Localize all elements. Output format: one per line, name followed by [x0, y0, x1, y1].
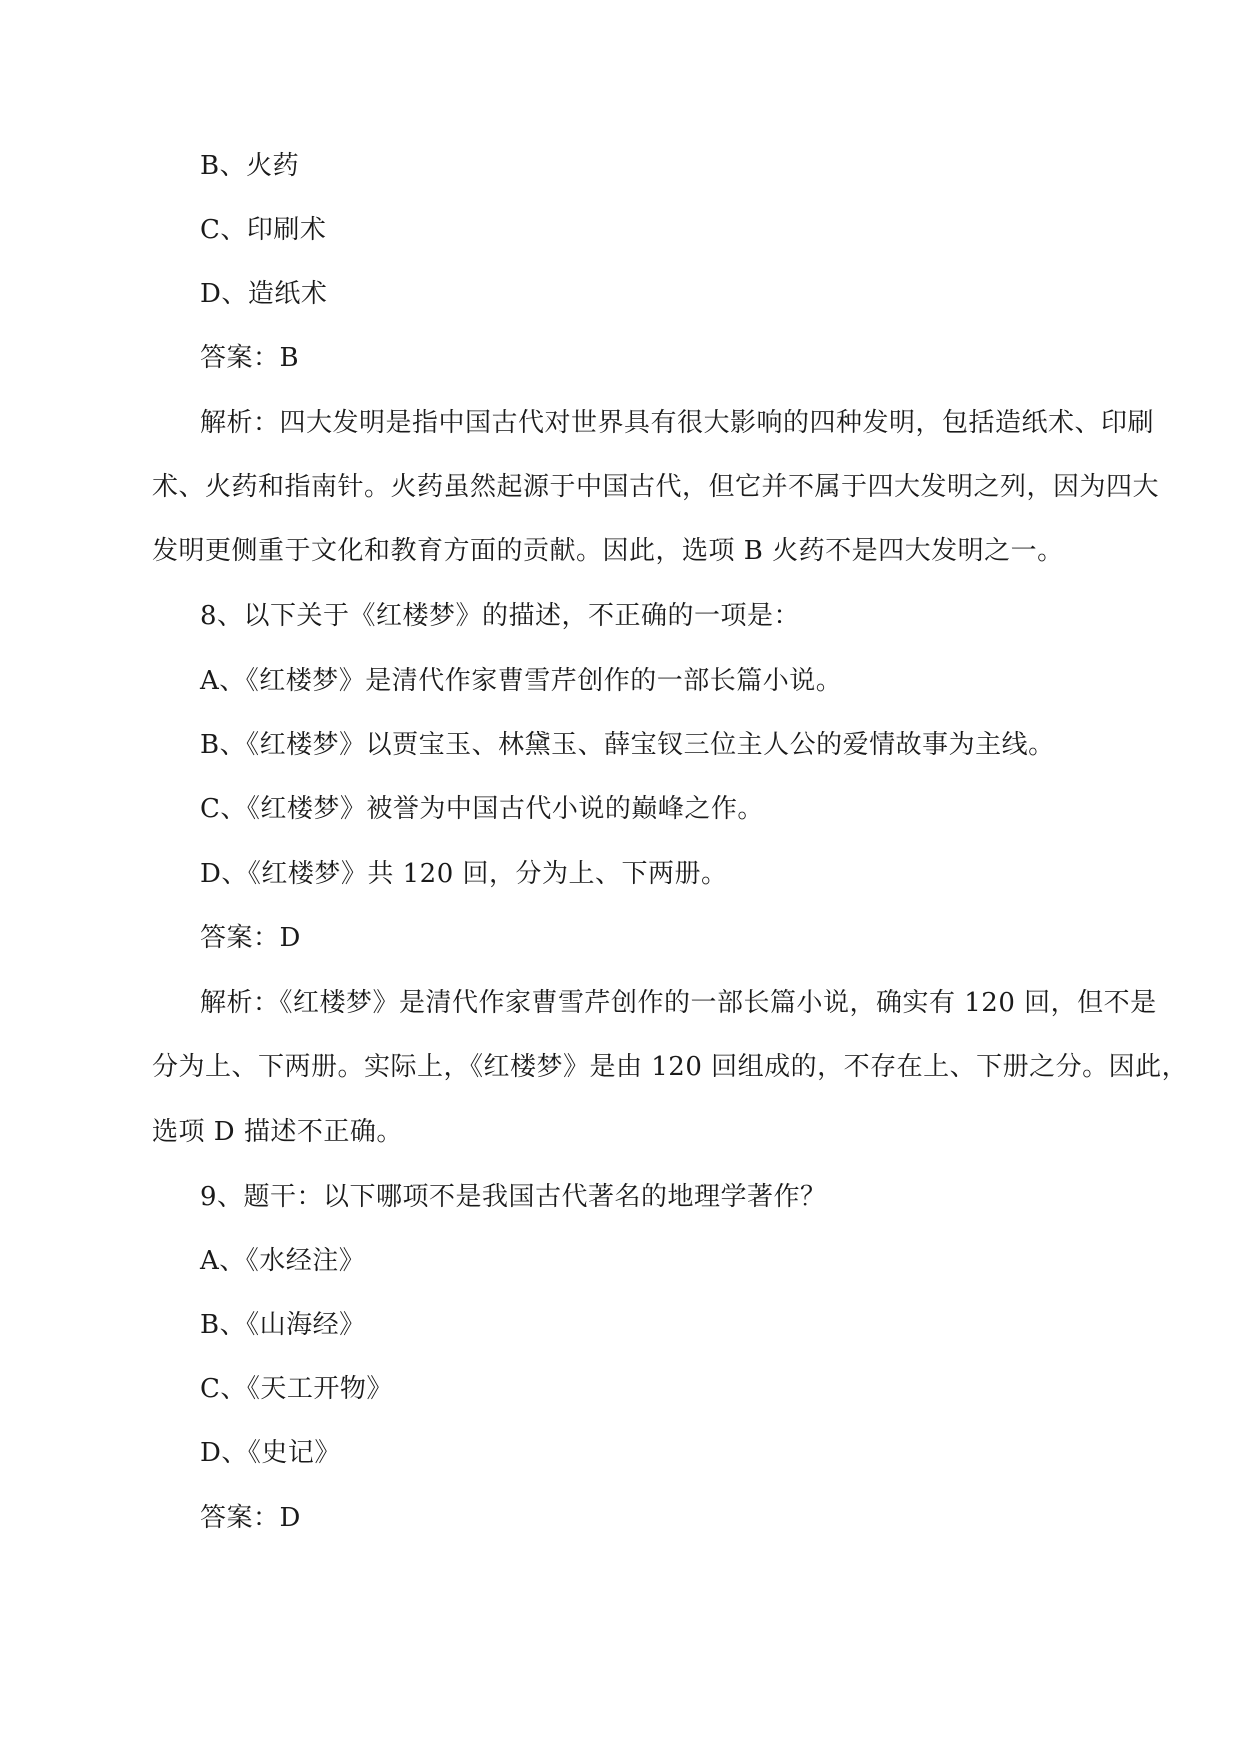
q9-option-d: D、《史记》 — [200, 1438, 341, 1468]
q7-option-d: D、造纸术 — [200, 279, 328, 309]
q9-answer: 答案：D — [200, 1503, 301, 1533]
q8-analysis-line-1: 解析：《红楼梦》是清代作家曹雪芹创作的一部长篇小说，确实有 120 回，但不是 — [200, 988, 1157, 1018]
q7-option-b: B、火药 — [200, 151, 300, 181]
q9-option-c: C、《天工开物》 — [200, 1374, 393, 1404]
q8-analysis-line-2: 分为上、下两册。实际上，《红楼梦》是由 120 回组成的，不存在上、下册之分。因此， — [152, 1052, 1189, 1082]
q8-option-c: C、《红楼梦》被誉为中国古代小说的巅峰之作。 — [200, 794, 764, 824]
q9-option-a: A、《水经注》 — [200, 1246, 366, 1276]
q7-option-c: C、印刷术 — [200, 215, 327, 245]
q8-option-b: B、《红楼梦》以贾宝玉、林黛玉、薛宝钗三位主人公的爱情故事为主线。 — [200, 730, 1055, 760]
q9-stem: 9、题干：以下哪项不是我国古代著名的地理学著作？ — [200, 1182, 827, 1212]
q8-analysis-line-3: 选项 D 描述不正确。 — [152, 1117, 403, 1147]
q7-analysis-line-3: 发明更侧重于文化和教育方面的贡献。因此，选项 B 火药不是四大发明之一。 — [152, 536, 1064, 566]
q8-stem: 8、以下关于《红楼梦》的描述，不正确的一项是： — [200, 601, 801, 631]
q8-option-a: A、《红楼梦》是清代作家曹雪芹创作的一部长篇小说。 — [200, 666, 843, 696]
q7-answer: 答案：B — [200, 343, 300, 373]
q8-answer: 答案：D — [200, 923, 301, 953]
q7-analysis-line-2: 术、火药和指南针。火药虽然起源于中国古代，但它并不属于四大发明之列，因为四大 — [152, 472, 1160, 502]
q7-analysis-line-1: 解析：四大发明是指中国古代对世界具有很大影响的四种发明，包括造纸术、印刷 — [200, 408, 1155, 438]
q8-option-d: D、《红楼梦》共 120 回，分为上、下两册。 — [200, 859, 728, 889]
q9-option-b: B、《山海经》 — [200, 1310, 366, 1340]
